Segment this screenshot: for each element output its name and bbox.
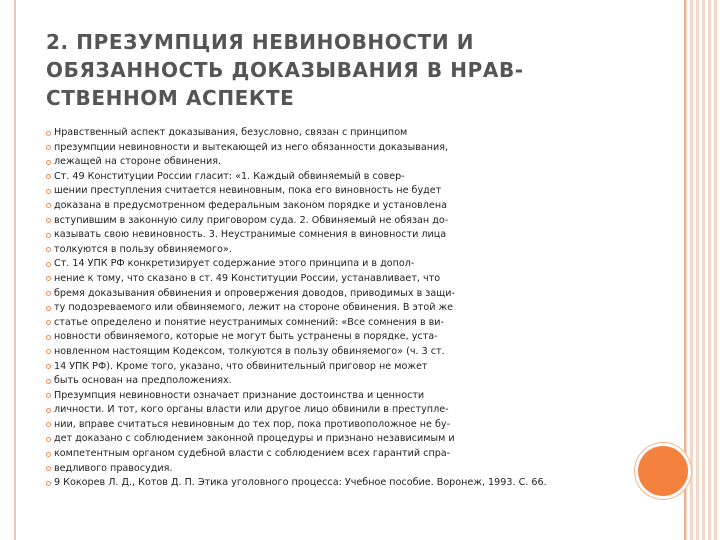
bullet-line: быть основан на предположениях. [46, 374, 646, 389]
bullet-line: Нравственный аспект доказывания, безусловно, связан с принципом [46, 126, 646, 141]
bullet-line: бремя доказывания обвинения и опровержения доводов, приводимых в защи- [46, 287, 646, 302]
title-line: ОБЯЗАННОСТЬ ДОКАЗЫВАНИЯ В НРАВ- [46, 58, 524, 82]
bullet-line: ту подозреваемого или обвиняемого, лежит на стороне обвинения. В этой же [46, 301, 646, 316]
slide-title [46, 28, 606, 112]
bullet-line: новности обвиняемого, которые не могут быть устранены в порядке, уста- [46, 330, 646, 345]
title-line: СТВЕННОМ АСПЕКТЕ [46, 86, 295, 110]
bullet-line: компетентным органом судебной власти с соблюдением всех гарантий спра- [46, 447, 646, 462]
bullet-line: Презумпция невиновности означает признание достоинства и ценности [46, 389, 646, 404]
bullet-line: толкуются в пользу обвиняемого». [46, 243, 646, 258]
bullet-line: лежащей на стороне обвинения. [46, 155, 646, 170]
bullet-line: новленном настоящим Кодексом, толкуются в пользу обвиняемого» (ч. 3 ст. [46, 345, 646, 360]
title-line: 2. ПРЕЗУМПЦИЯ НЕВИНОВНОСТИ И [46, 30, 475, 54]
bullet-line: шении преступления считается невиновным, пока его виновность не будет [46, 184, 646, 199]
bullet-line: личности. И тот, кого органы власти или другое лицо обвинили в преступле- [46, 403, 646, 418]
bullet-line: Ст. 14 УПК РФ конкретизирует содержание этого принципа и в допол- [46, 257, 646, 272]
bullet-line: презумпции невиновности и вытекающей из него обязанности доказывания, [46, 141, 646, 156]
right-striped-border [684, 0, 720, 540]
bullet-line: 9 Кокорев Л. Д., Котов Д. П. Этика уголовного процесса: Учебное пособие. Воронеж, 1993. С. 66. [46, 476, 646, 491]
bullet-list [46, 126, 646, 491]
bullet-line: доказана в предусмотренном федеральным законом порядке и установлена [46, 199, 646, 214]
bullet-line: вступившим в законную силу приговором суда. 2. Обвиняемый не обязан до- [46, 214, 646, 229]
bullet-line: статье определено и понятие неустранимых сомнений: «Все сомнения в ви- [46, 316, 646, 331]
bullet-line: дет доказано с соблюдением законной процедуры и признано независимым и [46, 432, 646, 447]
bullet-line: казывать свою невиновность. 3. Неустранимые сомнения в виновности лица [46, 228, 646, 243]
bullet-line: Ст. 49 Конституции России гласит: «1. Каждый обвиняемый в совер- [46, 170, 646, 185]
bullet-line: нии, вправе считаться невиновным до тех пор, пока противоположное не бу- [46, 418, 646, 433]
left-border-line [14, 0, 16, 540]
bullet-line: 14 УПК РФ). Кроме того, указано, что обвинительный приговор не может [46, 360, 646, 375]
bullet-line: ведливого правосудия. [46, 462, 646, 477]
bullet-line: нение к тому, что сказано в ст. 49 Конституции России, устанавливает, что [46, 272, 646, 287]
